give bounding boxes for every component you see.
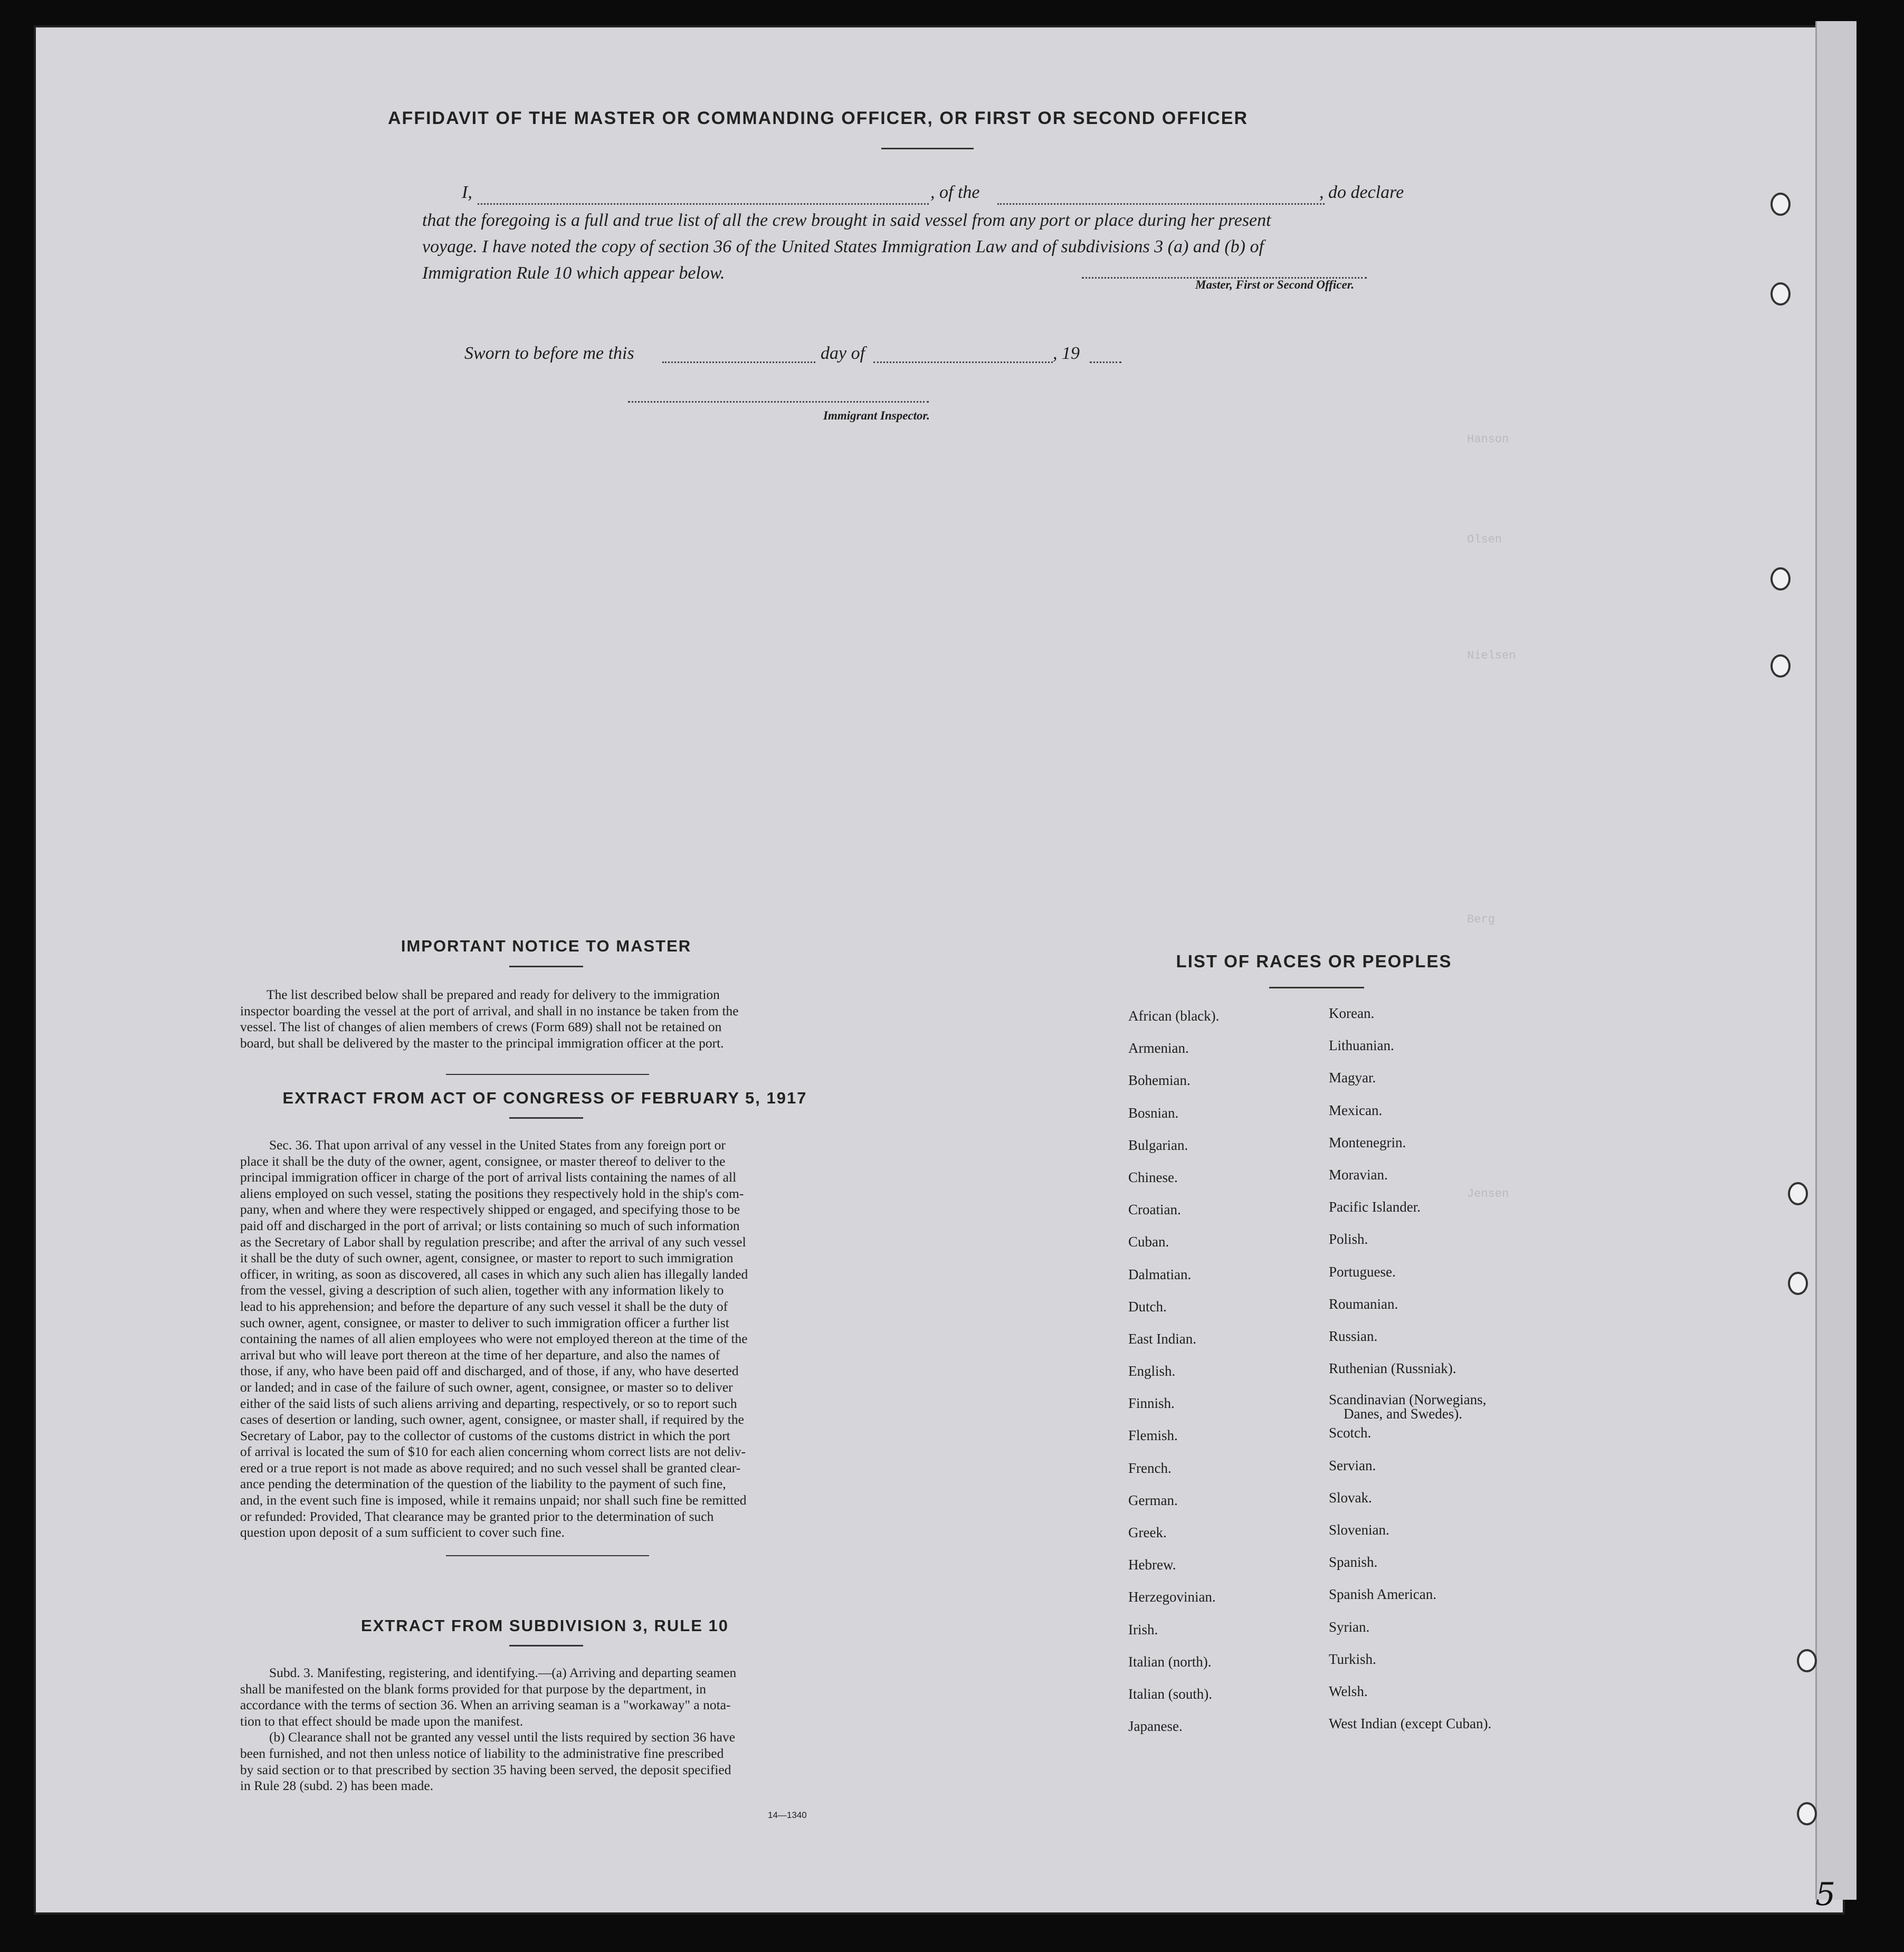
sworn-year-label: , 19 <box>1053 344 1080 363</box>
inspector-signature-blank[interactable] <box>628 401 929 403</box>
bleed-through-text: Nielsen <box>1467 649 1516 662</box>
race-item: Italian (south). <box>1128 1686 1212 1702</box>
act-line: of arrival is located the sum of $10 for each alien concerning whom correct lists are not deliv- <box>240 1444 746 1460</box>
race-item-line: Danes, and Swedes). <box>1344 1406 1462 1422</box>
race-item: Japanese. <box>1128 1718 1183 1735</box>
bleed-through-text: Hanson <box>1467 433 1509 446</box>
race-item: Magyar. <box>1329 1070 1376 1086</box>
race-item: West Indian (except Cuban). <box>1329 1716 1492 1732</box>
race-item: Irish. <box>1128 1621 1158 1637</box>
race-item: Flemish. <box>1128 1427 1178 1444</box>
act-line: principal immigration officer in charge of the port of arrival lists containing the names of all <box>240 1169 737 1185</box>
race-item: Polish. <box>1329 1231 1368 1248</box>
race-item: Spanish. <box>1329 1554 1378 1570</box>
binder-hole-icon <box>1770 654 1791 678</box>
act-extract-title: EXTRACT FROM ACT OF CONGRESS OF FEBRUARY 5, 1917 <box>282 1089 807 1107</box>
rule-extract-title: EXTRACT FROM SUBDIVISION 3, RULE 10 <box>361 1616 729 1635</box>
race-item: Bulgarian. <box>1128 1137 1188 1153</box>
act-line: or refunded: Provided, That clearance may be granted prior to the determination of such <box>240 1508 714 1524</box>
act-line: those, if any, who have been paid off and discharged, and of those, if any, who have deserted <box>240 1363 739 1379</box>
race-item: Cuban. <box>1128 1234 1169 1250</box>
act-line: officer, in writing, as soon as discovered, all cases in which any such alien has illegally landed <box>240 1266 748 1282</box>
inspector-label: Immigrant Inspector. <box>823 409 930 422</box>
affidavit-line: Immigration Rule 10 which appear below. <box>422 263 725 283</box>
race-item: Lithuanian. <box>1329 1037 1394 1054</box>
affidavit-line: that the foregoing is a full and true list of all the crew brought in said vessel from any port or place during her present <box>422 211 1271 230</box>
race-item: Turkish. <box>1329 1651 1376 1667</box>
notice-line: The list described below shall be prepared and ready for delivery to the immigration <box>266 987 720 1002</box>
race-item: Welsh. <box>1329 1683 1368 1699</box>
act-line: containing the names of all alien employees who were not employed thereon at the time of the <box>240 1331 748 1347</box>
race-item: Chinese. <box>1128 1169 1178 1185</box>
race-item: Greek. <box>1128 1525 1167 1540</box>
notice-line: vessel. The list of changes of alien members of crews (Form 689) shall not be retained on <box>240 1019 722 1035</box>
act-line: from the vessel, giving a description of such alien, together with any information likely to <box>240 1282 724 1298</box>
act-line: lead to his apprehension; and before the departure of any such vessel it shall be the duty of <box>240 1298 728 1314</box>
race-item: Spanish American. <box>1329 1586 1436 1603</box>
race-item: Slovak. <box>1329 1489 1372 1506</box>
affidavit-title: AFFIDAVIT OF THE MASTER OR COMMANDING OFFICER, OR FIRST OR SECOND OFFICER <box>388 108 1248 128</box>
race-item <box>1329 1393 1491 1425</box>
race-item: Finnish. <box>1128 1395 1175 1412</box>
race-item: Croatian. <box>1128 1202 1181 1218</box>
race-item: Servian. <box>1329 1457 1376 1473</box>
act-line: it shall be the duty of such owner, agent, consignee, or master to report to such immigration <box>240 1250 734 1266</box>
divider <box>509 1117 583 1119</box>
race-item: Bosnian. <box>1128 1104 1179 1121</box>
act-line: or landed; and in case of the failure of such owner, agent, consignee, or master so to deliver <box>240 1379 733 1395</box>
race-item: African (black). <box>1128 1008 1220 1024</box>
act-line: place it shall be the duty of the owner, agent, consignee, or master thereof to deliver to the <box>240 1153 726 1169</box>
race-item: French. <box>1128 1460 1172 1476</box>
races-right-column <box>1329 1005 1491 1748</box>
binder-hole-icon <box>1797 1802 1817 1825</box>
act-line: as the Secretary of Labor shall by regulation prescribe; and after the arrival of any such vessel <box>240 1234 746 1250</box>
page-edge <box>1815 21 1857 1900</box>
binder-hole-icon <box>1770 193 1791 216</box>
race-item: Slovenian. <box>1329 1522 1389 1538</box>
races-title: LIST OF RACES OR PEOPLES <box>1176 951 1452 971</box>
rule-line: accordance with the terms of section 36. When an arriving seaman is a "workaway" a nota- <box>240 1697 731 1713</box>
race-item: Mexican. <box>1329 1102 1383 1118</box>
divider <box>446 1555 649 1556</box>
notice-title: IMPORTANT NOTICE TO MASTER <box>401 937 692 955</box>
bleed-through-text: Berg <box>1467 913 1495 926</box>
race-item: Bohemian. <box>1128 1072 1191 1089</box>
act-line: and, in the event such fine is imposed, while it remains unpaid; nor shall such fine be remitted <box>240 1492 747 1508</box>
bleed-through-text: Jensen <box>1467 1187 1509 1201</box>
race-item: Russian. <box>1329 1328 1378 1344</box>
affidavit-declare-label: , do declare <box>1319 183 1404 202</box>
sworn-label: Sworn to before me this <box>464 344 634 363</box>
vessel-name-blank[interactable] <box>997 203 1325 205</box>
act-line: paid off and discharged in the port of arrival; or lists containing so much of such information <box>240 1217 740 1233</box>
master-name-blank[interactable] <box>478 203 929 205</box>
rule-line: tion to that effect should be made upon the manifest. <box>240 1713 523 1729</box>
act-line: either of the said lists of such aliens arriving and departing, respectively, or so to report such <box>240 1395 737 1411</box>
race-item: Portuguese. <box>1329 1263 1396 1280</box>
race-item: Scotch. <box>1329 1425 1372 1441</box>
race-item: Moravian. <box>1329 1166 1388 1183</box>
sworn-year-blank[interactable] <box>1090 361 1121 363</box>
act-line: aliens employed on such vessel, stating the positions they respectively hold in the ship's com- <box>240 1185 744 1201</box>
race-item: Dalmatian. <box>1128 1266 1192 1282</box>
divider <box>446 1074 649 1075</box>
act-line: ance pending the determination of the question of the liability to the payment of such fine, <box>240 1476 726 1492</box>
affidavit-line: voyage. I have noted the copy of section 36 of the United States Immigration Law and of subdivisions 3 (a) and (b) of <box>422 237 1264 256</box>
act-line: ered or a true report is not made as above required; and no such vessel shall be granted clear- <box>240 1460 741 1475</box>
race-item: East Indian. <box>1128 1330 1196 1347</box>
sworn-month-blank[interactable] <box>873 361 1053 363</box>
binder-hole-icon <box>1788 1182 1808 1205</box>
race-item: Hebrew. <box>1128 1557 1176 1573</box>
race-item: Dutch. <box>1128 1298 1167 1315</box>
race-item: Montenegrin. <box>1329 1134 1406 1150</box>
rule-line: Subd. 3. Manifesting, registering, and identifying.—(a) Arriving and departing seamen <box>269 1665 737 1680</box>
race-item: English. <box>1128 1363 1176 1379</box>
race-item: Armenian. <box>1128 1040 1189 1056</box>
act-line: pany, when and where they were respectively shipped or engaged, and specifying those to be <box>240 1202 740 1217</box>
act-line: Secretary of Labor, pay to the collector of customs of the customs district in which the port <box>240 1427 730 1443</box>
rule-line: by said section or to that prescribed by section 35 having been served, the deposit specified <box>240 1761 731 1777</box>
bleed-through-text: Olsen <box>1467 533 1502 546</box>
act-line: cases of desertion or landing, such owner, agent, consignee, or master shall, if required by the <box>240 1412 744 1427</box>
affidavit-i-label: I, <box>462 183 472 202</box>
form-number: 14—1340 <box>768 1810 807 1820</box>
race-item-line: Scandinavian (Norwegians, <box>1329 1392 1487 1408</box>
rule-line: shall be manifested on the blank forms provided for that purpose by the department, in <box>240 1681 707 1697</box>
race-item: German. <box>1128 1492 1178 1508</box>
divider <box>881 148 974 149</box>
races-left-column <box>1128 1008 1219 1750</box>
notice-line: inspector boarding the vessel at the port of arrival, and shall in no instance be taken from the <box>240 1003 739 1018</box>
binder-hole-icon <box>1770 282 1791 306</box>
handwritten-page-number: 5 <box>1815 1876 1836 1913</box>
divider <box>509 966 583 967</box>
binder-hole-icon <box>1788 1272 1808 1295</box>
sworn-day-label: day of <box>821 344 865 363</box>
divider <box>1269 987 1364 988</box>
notice-text <box>240 987 850 1051</box>
rule-line: in Rule 28 (subd. 2) has been made. <box>240 1778 434 1794</box>
notice-line: board, but shall be delivered by the master to the principal immigration officer at the port. <box>240 1035 724 1051</box>
act-line: Sec. 36. That upon arrival of any vessel in the United States from any foreign port or <box>269 1137 726 1153</box>
binder-hole-icon <box>1797 1649 1817 1672</box>
sworn-day-blank[interactable] <box>662 361 815 363</box>
binder-hole-icon <box>1770 567 1791 591</box>
race-item: Italian (north). <box>1128 1653 1212 1670</box>
race-item: Roumanian. <box>1329 1296 1398 1312</box>
act-extract-text <box>240 1137 850 1541</box>
act-line: such owner, agent, consignee, or master to deliver to such immigration officer a further list <box>240 1315 729 1330</box>
race-item: Korean. <box>1329 1005 1375 1021</box>
divider <box>509 1645 583 1646</box>
act-line: arrival but who will leave port thereon at the time of her departure, and also the names of <box>240 1347 720 1363</box>
affidavit-of-label: , of the <box>930 183 980 202</box>
act-line: question upon deposit of a sum sufficient to cover such fine. <box>240 1525 565 1540</box>
race-item: Syrian. <box>1329 1618 1370 1635</box>
signature-label: Master, First or Second Officer. <box>1195 278 1355 291</box>
rule-line: been furnished, and not then unless notice of liability to the administrative fine prescribed <box>240 1745 724 1761</box>
rule-extract-text <box>240 1665 850 1794</box>
rule-line: (b) Clearance shall not be granted any vessel until the lists required by section 36 have <box>269 1729 736 1745</box>
race-item: Pacific Islander. <box>1329 1199 1421 1215</box>
race-item: Ruthenian (Russniak). <box>1329 1360 1456 1377</box>
race-item: Herzegovinian. <box>1128 1589 1216 1605</box>
